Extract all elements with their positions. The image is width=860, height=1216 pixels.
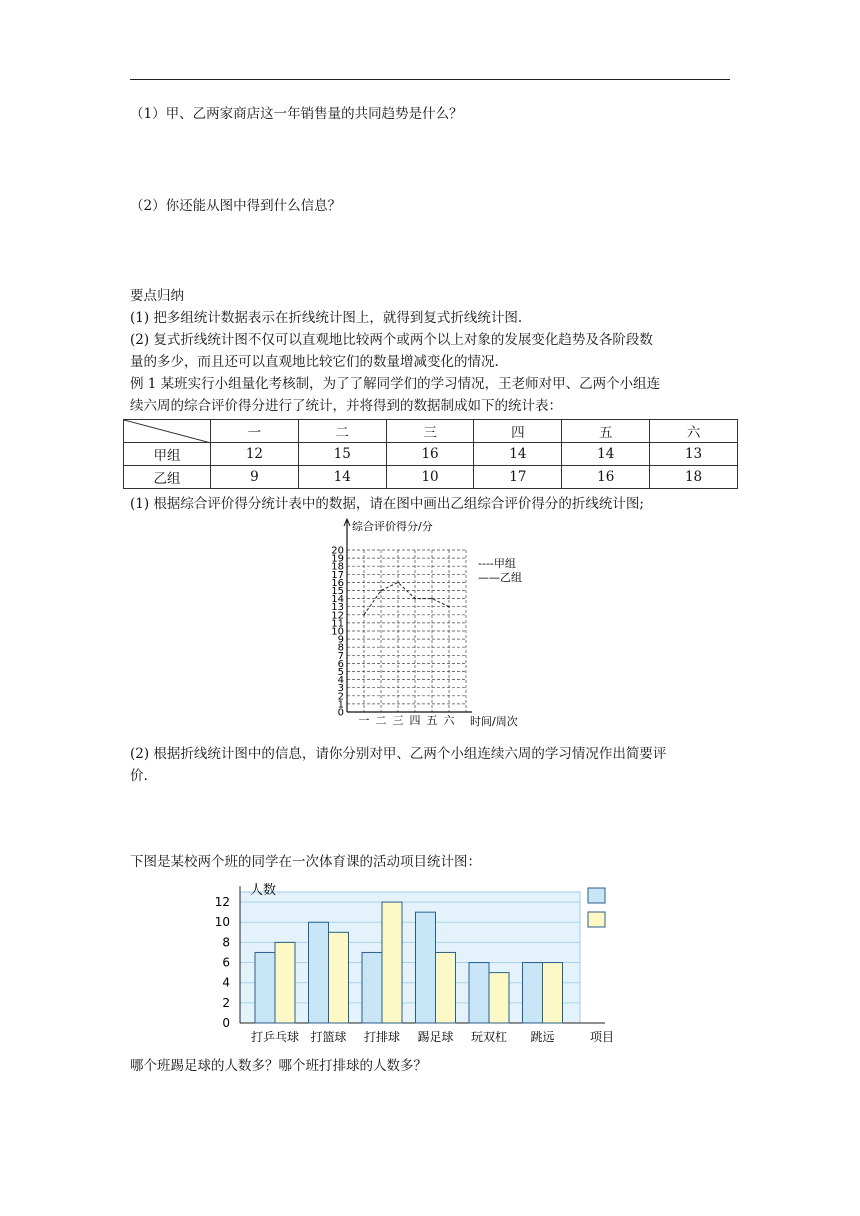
- data-point: [397, 582, 399, 584]
- y-tick-label: 10: [331, 626, 344, 638]
- x-axis-label: 时间/周次: [470, 715, 518, 728]
- table-cell: 16: [562, 466, 650, 489]
- corner-diagonal: [124, 420, 211, 443]
- bar: [523, 963, 543, 1023]
- table-header-row: [124, 420, 738, 443]
- table-header: 四: [474, 420, 562, 443]
- table-cell: 13: [650, 443, 738, 466]
- summary-point-2a: (2) 复式折线统计图不仅可以直观地比较两个或两个以上对象的发展变化趋势及各阶段数: [130, 332, 653, 348]
- y-tick-label: 14: [331, 594, 344, 606]
- x-tick-label: 玩双杠: [470, 1030, 508, 1044]
- y-axis-label: 人数: [250, 883, 277, 898]
- table-cell: 14: [562, 443, 650, 466]
- legend-swatch: [588, 888, 605, 903]
- top-rule: [130, 79, 730, 80]
- x-tick-label: 一: [358, 714, 370, 727]
- y-tick-label: 13: [331, 602, 344, 614]
- x-axis-label: 项目: [590, 1030, 615, 1044]
- row-label: 乙组: [124, 466, 211, 489]
- y-tick-label: 6: [222, 955, 230, 970]
- y-tick-label: 12: [331, 610, 344, 622]
- bar: [255, 952, 275, 1023]
- bar: [469, 963, 489, 1023]
- y-tick-label: 20: [331, 545, 344, 557]
- table-header: 一: [211, 420, 299, 443]
- y-tick-label: 16: [331, 577, 344, 589]
- table-row: [124, 443, 738, 466]
- table-header: 六: [650, 420, 738, 443]
- bar: [275, 942, 295, 1023]
- x-tick-label: 跳远: [530, 1030, 555, 1044]
- question-1: （1）甲、乙两家商店这一年销售量的共同趋势是什么？: [130, 106, 463, 122]
- bar: [436, 952, 456, 1023]
- table-cell: 16: [386, 443, 474, 466]
- y-tick-label: 8: [222, 935, 230, 950]
- y-tick-label: 19: [331, 553, 344, 565]
- table-cell: 14: [474, 443, 562, 466]
- x-tick-label: 四: [409, 714, 421, 727]
- x-tick-label: 打乒乓球: [250, 1030, 300, 1044]
- y-tick-label: 3: [337, 683, 344, 695]
- bar: [416, 912, 436, 1023]
- y-axis-label: 综合评价得分/分: [352, 520, 433, 533]
- y-tick-label: 8: [337, 642, 344, 654]
- y-tick-label: 0: [337, 707, 344, 719]
- table-cell: 15: [298, 443, 386, 466]
- example-intro-a: 例 1 某班实行小组量化考核制，为了了解同学们的学习情况，王老师对甲、乙两个小组连: [130, 376, 661, 392]
- table-cell: 9: [211, 466, 299, 489]
- y-tick-label: 15: [331, 586, 344, 597]
- task-1: (1) 根据综合评价得分统计表中的数据，请在图中画出乙组综合评价得分的折线统计图;: [130, 496, 644, 512]
- table-cell: 10: [386, 466, 474, 489]
- x-tick-label: 踢足球: [417, 1030, 454, 1044]
- y-tick-label: 17: [331, 569, 344, 581]
- x-tick-label: 打排球: [363, 1030, 401, 1044]
- y-tick-label: 7: [337, 650, 344, 662]
- bar: [362, 952, 382, 1023]
- summary-heading: 要点归纳: [130, 288, 184, 304]
- y-tick-label: 2: [337, 691, 344, 703]
- summary-point-2b: 量的多少，而且还可以直观地比较它们的数量增减变化的情况.: [130, 354, 499, 370]
- line-chart: [330, 515, 540, 730]
- data-point: [363, 614, 365, 616]
- x-tick-label: 三: [392, 714, 404, 727]
- bar: [382, 902, 402, 1023]
- table-cell: 12: [211, 443, 299, 466]
- bar: [543, 963, 563, 1023]
- data-point: [414, 598, 416, 600]
- bar: [309, 922, 329, 1023]
- x-tick-label: 二: [375, 714, 387, 727]
- y-tick-label: 6: [337, 658, 344, 670]
- y-tick-label: 11: [331, 618, 344, 630]
- y-tick-label: 1: [337, 699, 344, 711]
- y-tick-label: 9: [337, 634, 344, 646]
- bar-chart: [200, 878, 615, 1048]
- data-point: [431, 598, 433, 600]
- y-tick-label: 10: [214, 915, 230, 930]
- task-2b: 价.: [130, 768, 148, 784]
- bar: [329, 932, 349, 1023]
- y-tick-label: 2: [222, 995, 230, 1010]
- series-line: [364, 582, 449, 614]
- example-intro-b: 续六周的综合评价得分进行了统计，并将得到的数据制成如下的统计表：: [130, 398, 562, 414]
- y-tick-label: 0: [222, 1016, 230, 1030]
- score-table: [123, 419, 738, 489]
- legend-item: ----甲组: [478, 557, 516, 570]
- table-cell: 14: [298, 466, 386, 489]
- legend-swatch: [588, 912, 605, 927]
- x-tick-label: 打篮球: [310, 1030, 347, 1044]
- summary-point-1: (1) 把多组统计数据表示在折线统计图上，就得到复式折线统计图.: [130, 310, 523, 326]
- y-tick-label: 4: [337, 675, 344, 687]
- x-tick-label: 五: [426, 714, 438, 727]
- table-cell: 18: [650, 466, 738, 489]
- table-cell: 17: [474, 466, 562, 489]
- row-label: 甲组: [124, 443, 211, 466]
- y-tick-label: 18: [331, 561, 344, 573]
- data-point: [380, 590, 382, 592]
- bar-intro: 下图是某校两个班的同学在一次体育课的活动项目统计图：: [130, 854, 481, 870]
- bar-question: 哪个班踢足球的人数多？哪个班打排球的人数多？: [130, 1058, 427, 1074]
- x-tick-label: 六: [443, 714, 455, 727]
- table-header: 三: [386, 420, 474, 443]
- table-row: [124, 466, 738, 489]
- task-2a: (2) 根据折线统计图中的信息，请你分别对甲、乙两个小组连续六周的学习情况作出简要评: [130, 746, 667, 762]
- y-tick-label: 5: [337, 667, 344, 678]
- table-header: 五: [562, 420, 650, 443]
- bar: [489, 973, 509, 1023]
- table-corner-cell: [124, 420, 211, 443]
- y-tick-label: 12: [214, 895, 230, 910]
- y-tick-label: 4: [222, 975, 230, 990]
- question-2: （2）你还能从图中得到什么信息？: [130, 198, 342, 214]
- table-header: 二: [298, 420, 386, 443]
- data-point: [448, 606, 450, 608]
- legend-item: ——乙组: [478, 571, 522, 584]
